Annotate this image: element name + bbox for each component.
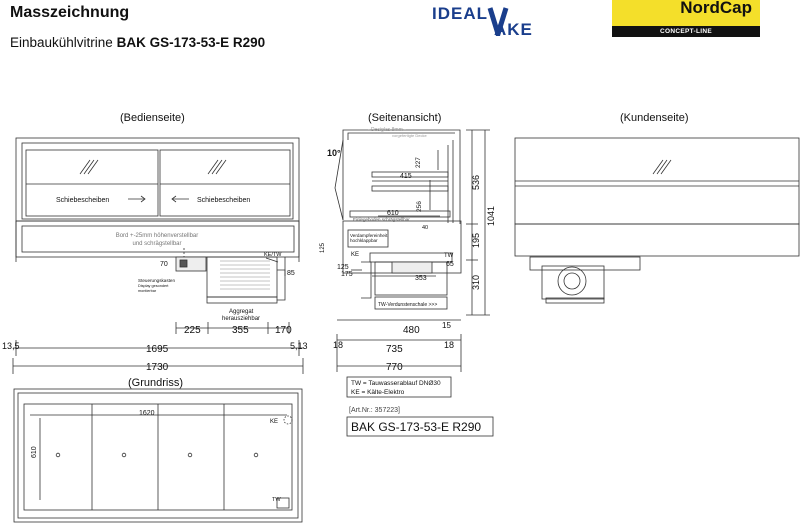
dim-5-13-right: 5,13 xyxy=(290,341,308,351)
ke-plan-label: KE xyxy=(270,419,279,425)
dim-353: 353 xyxy=(415,275,427,282)
kundenseite-base xyxy=(515,224,799,256)
glass-hatch-right-2 xyxy=(212,160,222,174)
subtitle-prefix: Einbaukühlvitrine xyxy=(10,35,117,50)
legend-ke: KE = Kälte-Elektro xyxy=(351,389,405,396)
glass-hatch-left-2 xyxy=(84,160,94,174)
dim-125-horiz: 125 xyxy=(337,264,349,271)
dim-355: 355 xyxy=(232,325,249,336)
kundenseite-rail xyxy=(530,257,640,270)
kundenseite-title: (Kundenseite) xyxy=(620,112,689,124)
einlegeboden-label: Einlegeboden schrägstellbar xyxy=(353,217,410,222)
nordcap-logo-line: CONCEPT-LINE xyxy=(612,26,760,37)
sliding-pane-left xyxy=(26,150,158,216)
kundenseite-compressor xyxy=(542,266,604,299)
dim-10deg: 10° xyxy=(327,148,341,158)
ke-side-label: KE xyxy=(351,252,360,258)
side-pipe xyxy=(361,262,371,298)
dim-170: 170 xyxy=(275,325,292,336)
dim-610-plan: 610 xyxy=(31,446,38,458)
nordcap-logo-name: NordCap xyxy=(680,0,752,17)
aggregat-label-1: Aggregat xyxy=(229,309,254,315)
dim-1730: 1730 xyxy=(146,362,169,373)
schiebescheiben-right-label: Schiebescheiben xyxy=(197,197,251,204)
dim-125-vert: 125 xyxy=(320,242,326,253)
dim-40: 40 xyxy=(422,225,429,231)
sliding-pane-right xyxy=(160,150,290,216)
dim-1695: 1695 xyxy=(146,344,169,355)
dim-770: 770 xyxy=(386,362,403,373)
grundriss-view xyxy=(14,389,302,522)
page-title: Masszeichnung xyxy=(10,4,130,21)
desiglas-sub-label: vorgefertigte Decke xyxy=(392,133,427,138)
aggregat-label-2: herausziehbar xyxy=(222,316,261,322)
shelf-panel xyxy=(22,226,294,252)
dim-256: 256 xyxy=(416,201,423,212)
bedienseite-view xyxy=(13,138,303,374)
dim-18-left: 18 xyxy=(333,340,344,350)
schiebescheiben-left-label: Schiebescheiben xyxy=(56,197,110,204)
ke-tw-leader xyxy=(266,258,278,262)
glass-hatch-right-3 xyxy=(216,160,226,174)
bord-label-2: und schrägstellbar xyxy=(132,241,182,247)
article-number: [Art.Nr.: 357223] xyxy=(349,407,400,414)
dim-480: 480 xyxy=(403,325,420,336)
dim-227: 227 xyxy=(415,157,422,168)
grundriss-title: (Grundriss) xyxy=(128,377,184,389)
aggregate-grille xyxy=(220,261,270,289)
aggregate-rail xyxy=(207,297,277,303)
glass-hatch-left-1 xyxy=(80,160,90,174)
evaporator-tray xyxy=(370,253,452,262)
drain-pipe xyxy=(277,270,285,300)
model-box-label: BAK GS-173-53-E R290 xyxy=(351,420,482,434)
dim-536: 536 xyxy=(471,174,481,190)
dim-1620: 1620 xyxy=(139,410,155,417)
tw-side-label: TW xyxy=(444,253,454,259)
tw-verdunstung-label: TW-Verdunstenschale >>> xyxy=(378,302,438,308)
dim-13-5-left: 13,5 xyxy=(2,341,20,351)
glass-hatch-left-3 xyxy=(88,160,98,174)
desiglas-label: - Desiglas 8mm - xyxy=(368,127,406,133)
dim-15: 15 xyxy=(442,321,451,330)
verdampfer-label-1: Verdampfereinheit xyxy=(350,233,388,238)
glass-hatch-right-1 xyxy=(208,160,218,174)
legend-tw: TW = Tauwasserablauf DNØ30 xyxy=(351,380,441,387)
verdampfer-label-2: hochklappbar xyxy=(350,238,378,243)
dim-225: 225 xyxy=(184,325,201,336)
bedienseite-cabinet-top xyxy=(16,138,299,221)
ideal-logo-top-text: IDEAL xyxy=(432,4,488,23)
compressor-circle-inner xyxy=(564,273,580,289)
dim-65: 65 xyxy=(446,261,454,268)
dim-735: 735 xyxy=(386,344,403,355)
ideal-logo-bottom-text: AKE xyxy=(494,20,533,36)
ke-connection xyxy=(284,416,292,424)
dim-195: 195 xyxy=(471,232,481,248)
dim-1041: 1041 xyxy=(486,205,496,226)
lower-shelf xyxy=(372,186,448,191)
bedienseite-title: (Bedienseite) xyxy=(120,112,185,124)
steuerungskasten-note-2: montierbar xyxy=(138,289,157,293)
kundenseite-view xyxy=(515,138,799,303)
dim-70: 70 xyxy=(160,261,168,268)
bord-label-1: Bord +-25mm höhenverstellbar xyxy=(115,233,199,239)
subtitle-model: BAK GS-173-53-E R290 xyxy=(116,35,266,50)
dim-310: 310 xyxy=(471,274,481,290)
bedienseite-inner xyxy=(22,143,293,219)
dim-175: 175 xyxy=(341,271,353,278)
dim-415: 415 xyxy=(400,173,412,180)
dim-18-right: 18 xyxy=(444,340,455,350)
dim-85: 85 xyxy=(287,270,295,277)
control-box-display xyxy=(180,260,187,267)
steuerungskasten-note-1: Display gesondert xyxy=(138,284,169,288)
compressor-circle-outer xyxy=(558,267,586,295)
steuerungskasten-label: Steuerungskasten xyxy=(138,278,176,283)
ke-tw-label: KE/TW xyxy=(264,252,282,258)
seitenansicht-title: (Seitenansicht) xyxy=(368,112,442,124)
tw-plan-label: TW xyxy=(272,497,281,503)
dim-610-side: 610 xyxy=(387,210,399,217)
